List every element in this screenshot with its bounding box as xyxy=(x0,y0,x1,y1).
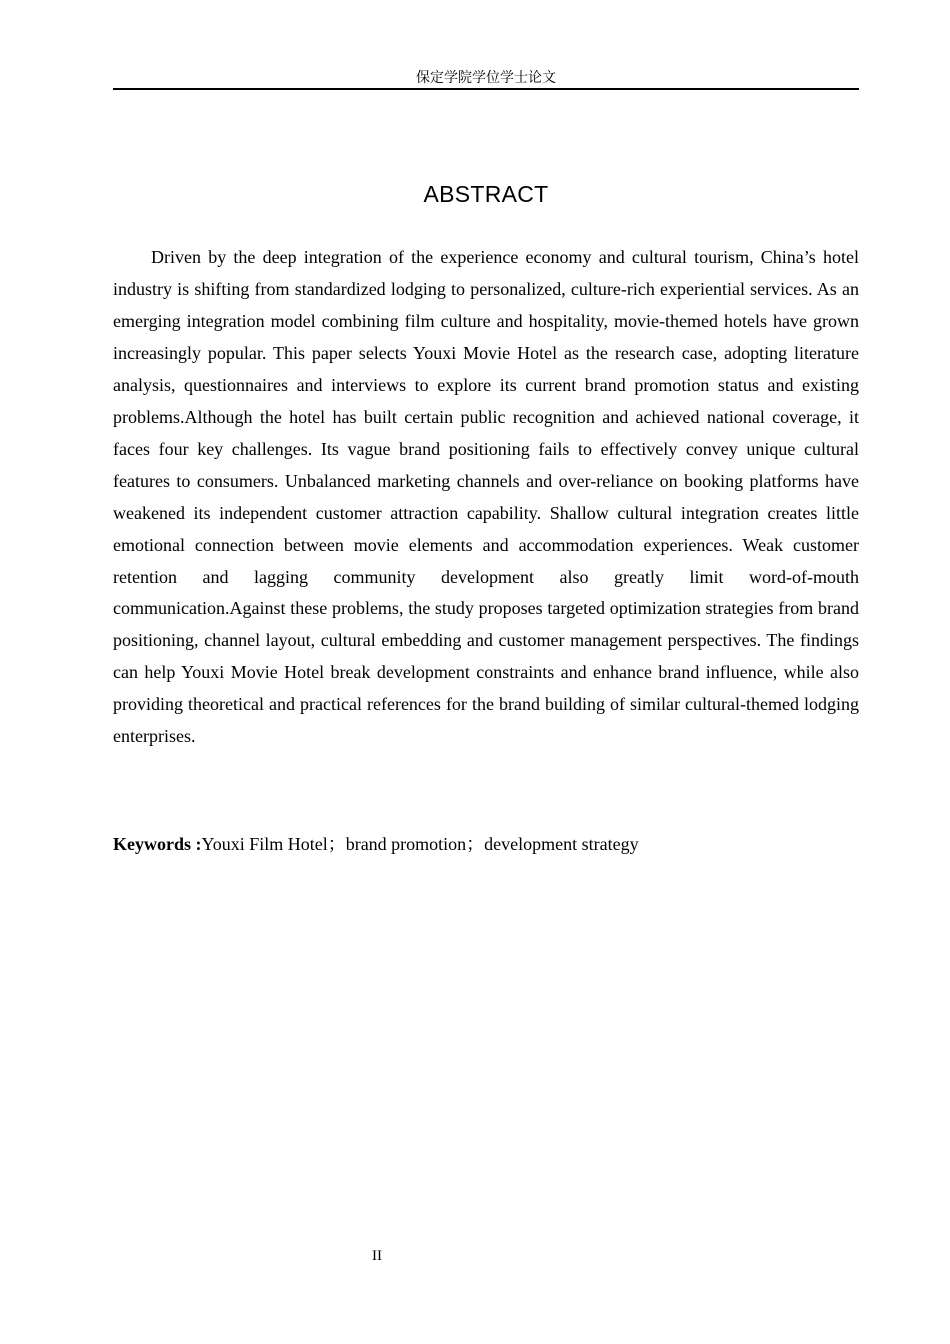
abstract-body: Driven by the deep integration of the experience economy and cultural tourism, China’s hotel industry is shifting from standardized lodging to personalized, culture-rich experiential services. As an emerging integration model combining film culture and hospitality, movie-themed hotels have grown increasingly popular. This paper selects Youxi Movie Hotel as the research case, adopting literature analysis, questionnaires and interviews to explore its current brand promotion status and existing problems.Although the hotel has built certain public recognition and achieved national coverage, it faces four key challenges. Its vague brand positioning fails to effectively convey unique cultural features to consumers. Unbalanced marketing channels and over-reliance on booking platforms have weakened its independent customer attraction capability. Shallow cultural integration creates little emotional connection between movie elements and accommodation experiences. Weak customer retention and lagging community development also greatly limit word-of-mouth communication.Against these problems, the study proposes targeted optimization strategies from brand positioning, channel layout, cultural embedding and customer management perspectives. The findings can help Youxi Movie Hotel break development constraints and enhance brand influence, while also providing theoretical and practical references for the brand building of similar cultural-themed lodging enterprises. xyxy=(113,247,859,747)
running-header: 保定学院学位学士论文 xyxy=(416,70,556,86)
keywords-text: Youxi Film Hotel；brand promotion；development strategy xyxy=(201,834,639,854)
keywords-line xyxy=(113,829,859,859)
keywords-label: Keywords : xyxy=(113,834,202,854)
page-number: II xyxy=(372,1248,382,1264)
abstract-title: ABSTRACT xyxy=(423,181,549,207)
header-rule xyxy=(113,88,859,90)
